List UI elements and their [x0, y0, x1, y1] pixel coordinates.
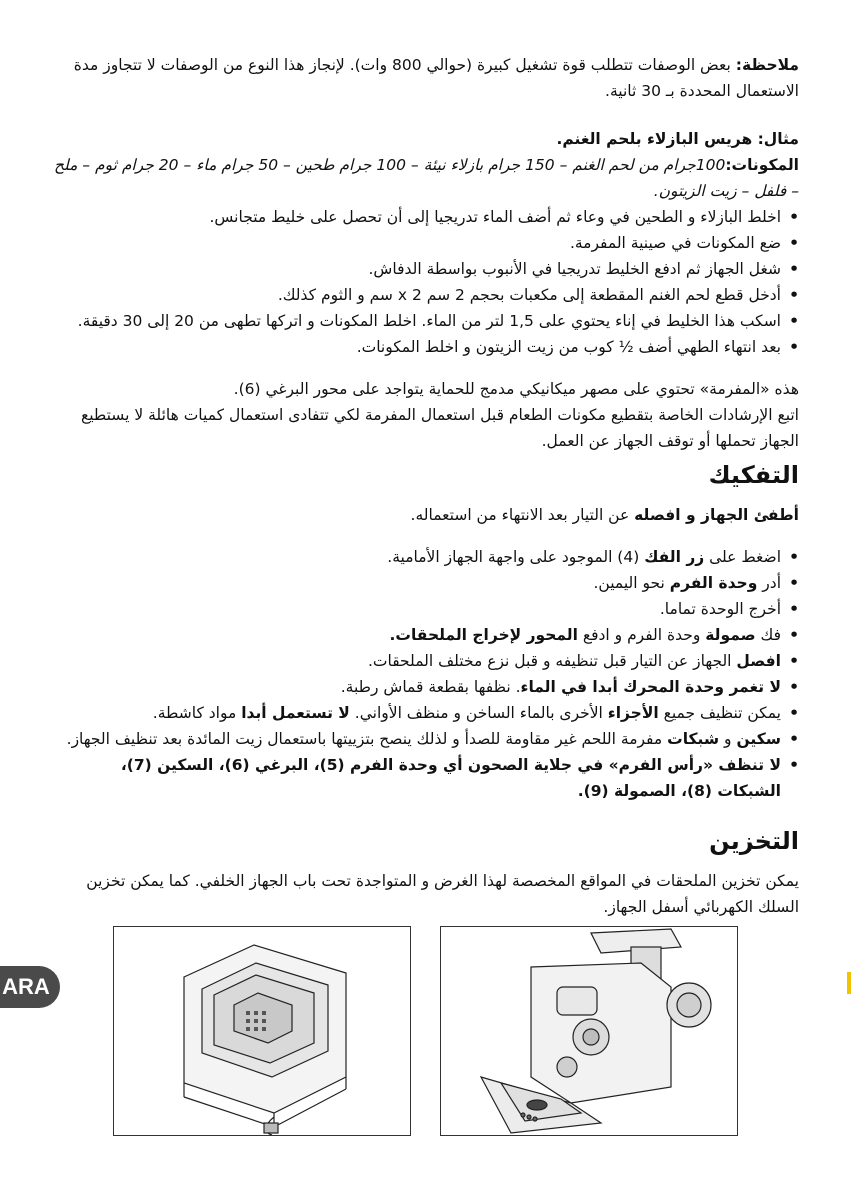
- disassembly-heading: التفكيك: [708, 461, 799, 489]
- example-recipe-name: هريس البازلاء بلحم الغنم.: [556, 130, 758, 148]
- list-item: • فك صمولة وحدة الفرم و ادفع المحور لإخراج الملحقات.: [52, 622, 799, 648]
- ingredients-paragraph: [52, 152, 799, 204]
- disassembly-steps-list: [52, 544, 799, 804]
- disassembly-intro-text: عن التيار بعد الانتهاء من استعماله.: [410, 506, 635, 524]
- document-body: [52, 52, 799, 920]
- ingredients-text: 100جرام من لحم الغنم – 150 جرام بازلاء نيئة – 100 جرام طحين – 50 جرام ماء – 20 جرام ثوم – ملح – فلفل – زيت الزيتون.: [53, 156, 799, 200]
- note-text: بعض الوصفات تتطلب قوة تشغيل كبيرة (حوالي 800 وات). لإنجاز هذا النوع من الوصفات لا تتجاوز مدة الاستعمال المحددة بـ 30 ثانية.: [73, 56, 799, 100]
- list-item: • أخرج الوحدة تماما.: [52, 596, 799, 622]
- list-item: • أدخل قطع لحم الغنم المقطعة إلى مكعبات بحجم 2 سم x 2 سم و الثوم كذلك.: [52, 282, 799, 308]
- storage-text: يمكن تخزين الملحقات في المواقع المخصصة لهذا الغرض و المتواجدة تحت باب الجهاز الخلفي. كما يمكن تخزين السلك الكهربائي أسفل الجهاز.: [86, 872, 799, 916]
- safety-fuse-note: هذه «المفرمة» تحتوي على مصهر ميكانيكي مدمج للحماية يتواجد على محور البرغي (6).: [233, 380, 799, 398]
- note-label: ملاحظة:: [735, 56, 799, 74]
- list-item: • اضغط على زر الفك (4) الموجود على واجهة الجهاز الأمامية.: [52, 544, 799, 570]
- example-label: مثال:: [757, 130, 799, 148]
- list-item: • لا تنظف «رأس الفرم» في جلاية الصحون أي وحدة الفرم (5)، البرغي (6)، السكين (7)، الشبكات (8)، الصمولة (9).: [52, 752, 799, 804]
- list-item: • سكين و شبكات مفرمة اللحم غير مقاومة للصدأ و لذلك ينصح بتزييتها باستعمال زيت المائدة بعد تنظيف الجهاز.: [52, 726, 799, 752]
- example-title: [52, 126, 799, 152]
- recipe-steps-list: [52, 204, 799, 360]
- figure-cord-storage: [113, 926, 411, 1136]
- list-item: • ضع المكونات في صينية المفرمة.: [52, 230, 799, 256]
- appliance-bottom-illustration: [114, 927, 410, 1135]
- ingredients-label: المكونات:: [725, 156, 799, 174]
- storage-heading: التخزين: [709, 827, 799, 855]
- edge-marker: [847, 972, 851, 994]
- list-item: • يمكن تنظيف جميع الأجزاء الأخرى بالماء الساخن و منظف الأواني. لا تستعمل أبدا مواد كاشطة.: [52, 700, 799, 726]
- disassembly-intro-bold: أطفئ الجهاز و افصله: [634, 506, 799, 524]
- list-item: • افصل الجهاز عن التيار قبل تنظيفه و قبل نزع مختلف الملحقات.: [52, 648, 799, 674]
- list-item: • اخلط البازلاء و الطحين في وعاء ثم أضف الماء تدريجيا إلى أن تحصل على خليط متجانس.: [52, 204, 799, 230]
- language-tab: ARA: [0, 966, 60, 1008]
- disassembly-intro: [52, 502, 799, 528]
- appliance-open-door-illustration: [441, 927, 737, 1135]
- figure-accessory-storage: [440, 926, 738, 1136]
- list-item: • لا تغمر وحدة المحرك أبدا في الماء. نظفها بقطعة قماش رطبة.: [52, 674, 799, 700]
- list-item: • أدر وحدة الفرم نحو اليمين.: [52, 570, 799, 596]
- safety-instructions: اتبع الإرشادات الخاصة بتقطيع مكونات الطعام قبل استعمال المفرمة لكي تتفادى استعمال كميات هائلة لا يستطيع الجهاز تحملها أو توقف الجهاز عن العمل.: [80, 406, 799, 450]
- note-paragraph: [52, 52, 799, 104]
- list-item: • شغل الجهاز ثم ادفع الخليط تدريجيا في الأنبوب بواسطة الدفاش.: [52, 256, 799, 282]
- list-item: • بعد انتهاء الطهي أضف ½ كوب من زيت الزيتون و اخلط المكونات.: [52, 334, 799, 360]
- list-item: • اسكب هذا الخليط في إناء يحتوي على 1,5 لتر من الماء. اخلط المكونات و اتركها تطهى من 20 إلى 30 دقيقة.: [52, 308, 799, 334]
